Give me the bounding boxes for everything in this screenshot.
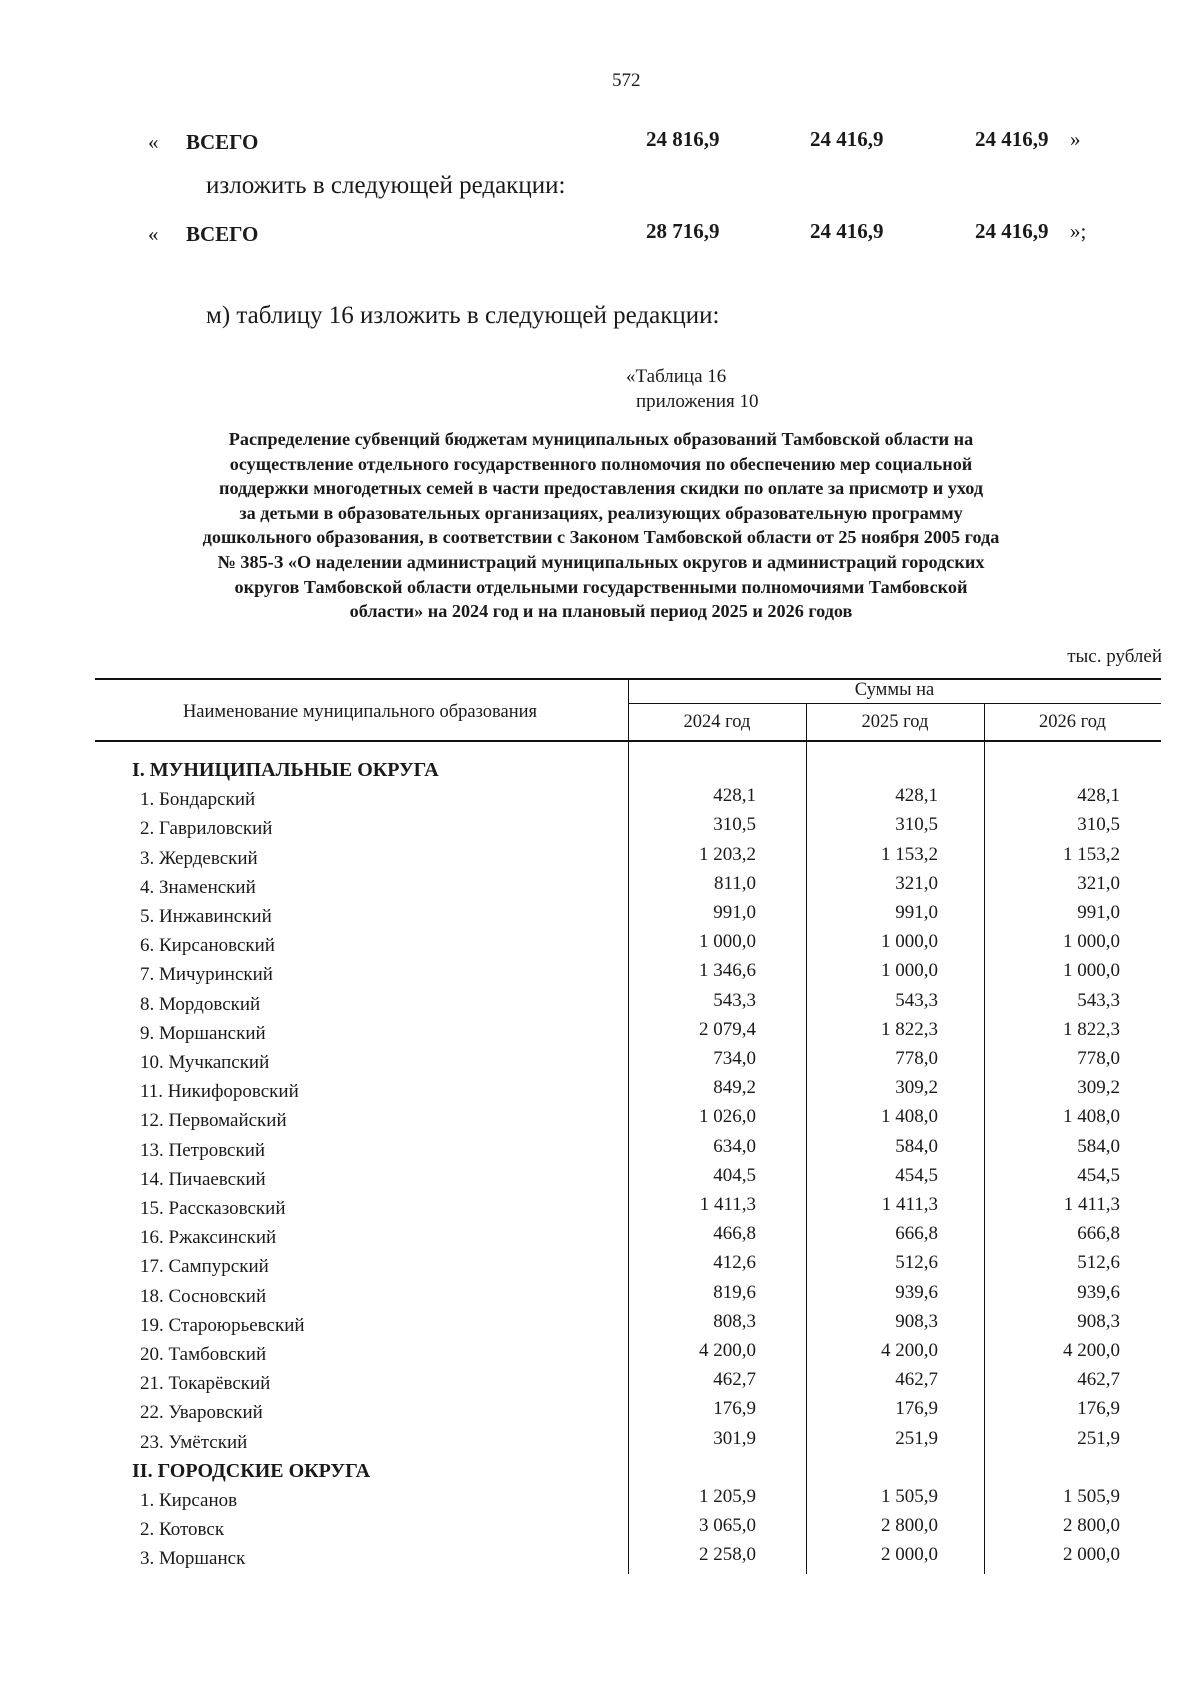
old-line-2025: 24 416,9 [810,127,884,151]
table-row-name: 6. Кирсановский [140,935,275,957]
table-cell-2026: 4 200,0 [1063,1340,1120,1361]
old-line-open-quote: « [148,130,159,154]
table-cell-2025: 1 153,2 [881,843,938,865]
table-row-name: 7. Мичуринский [140,964,273,986]
table-cell-2025: 462,7 [895,1369,938,1391]
table-cell-2024: 310,5 [713,814,756,836]
new-line-2026: 24 416,9 [975,219,1049,243]
table-cell-2026: 310,5 [1077,814,1120,836]
title-line: Распределение субвенций бюджетам муниципальных образований Тамбовской области на [228,429,974,449]
table-cell-2024: 462,7 [713,1369,756,1391]
table-cell-2025: 2 000,0 [881,1544,938,1566]
table-row-name: 17. Сампурский [140,1256,269,1278]
table-cell-2025: 908,3 [895,1310,938,1332]
table-cell-2024: 412,6 [713,1252,756,1274]
table-row-name: 23. Умётский [140,1431,248,1453]
table-cell-2025: 1 505,9 [881,1486,938,1507]
table-row-name: 5. Инжавинский [140,906,272,927]
table-cell-2026: 778,0 [1077,1048,1120,1069]
table-cell-2024: 1 205,9 [699,1486,756,1507]
table-row-name: 1. Бондарский [140,789,256,811]
table-row-name: 20. Тамбовский [140,1344,267,1365]
table-cell-2025: 512,6 [895,1252,938,1274]
table-cell-2026: 454,5 [1077,1164,1120,1186]
table-row-name: 18. Сосновский [140,1285,267,1307]
table-cell-2024: 1 203,2 [699,843,756,865]
table-row-name: 21. Токарёвский [140,1373,271,1395]
table-cell-2024: 1 026,0 [699,1106,756,1128]
header-sums: Суммы на [854,680,935,700]
table-cell-2026: 251,9 [1077,1427,1120,1449]
table-row-name: 19. Староюрьевский [140,1314,305,1336]
old-line-2026: 24 416,9 [975,127,1049,151]
table-row-name: 3. Жердевский [140,847,258,869]
table-cell-2026: 1 505,9 [1063,1486,1120,1507]
table-cell-2025: 428,1 [895,785,938,807]
table-row-name: 8. Мордовский [140,993,261,1015]
header-year-2026: 2026 год [1039,712,1106,732]
table-cell-2025: 666,8 [895,1223,938,1245]
table-cell-2024: 849,2 [713,1077,756,1099]
section-title: I. МУНИЦИПАЛЬНЫЕ ОКРУГА [132,759,439,781]
table-row-name: 15. Рассказовский [140,1198,286,1219]
table-cell-2025: 1 000,0 [881,960,938,982]
table-row-name: 22. Уваровский [140,1402,263,1424]
table-cell-2026: 1 000,0 [1063,931,1120,953]
title-line: дошкольного образования, в соответствии с Законом Тамбовской области от 25 ноября 2005 года [202,527,1000,548]
header-year-2025: 2025 год [861,712,929,732]
table-cell-2024: 808,3 [713,1310,756,1332]
table-cell-2026: 584,0 [1077,1135,1120,1157]
table-cell-2024: 991,0 [713,902,756,923]
table-sums-rule [628,703,1161,704]
table-cell-2024: 2 258,0 [699,1544,756,1566]
table-cell-2025: 778,0 [895,1048,938,1069]
table-row-name: 2. Котовск [140,1519,225,1541]
title-line: округов Тамбовской области отдельными государственными полномочиями Тамбовской [234,576,968,597]
table-row-name: 1. Кирсанов [140,1490,238,1511]
table-cell-2026: 1 822,3 [1063,1018,1120,1040]
table-cell-2025: 543,3 [895,989,938,1011]
table-cell-2024: 466,8 [713,1223,756,1245]
table-cell-2024: 543,3 [713,989,756,1011]
section-title: II. ГОРОДСКИЕ ОКРУГА [132,1459,371,1482]
table-row-name: 10. Мучкапский [140,1052,270,1073]
table-cell-2025: 584,0 [895,1135,938,1157]
table-cell-2026: 428,1 [1077,785,1120,807]
table-cell-2024: 176,9 [713,1398,756,1420]
table-cell-2024: 2 079,4 [699,1018,756,1040]
new-line-close-quote: »; [1070,219,1087,243]
table-row-name: 16. Ржаксинский [140,1227,277,1249]
table-cell-2026: 1 411,3 [1063,1194,1120,1215]
title-line: осуществление отдельного государственного полномочия по обеспечению мер социальной [229,453,973,474]
table-cell-2026: 1 408,0 [1063,1106,1120,1128]
old-line-close-quote: » [1070,127,1081,151]
title-line: за детьми в образовательных организациях, реализующих образовательную программу [239,502,963,523]
table-cell-2026: 1 000,0 [1063,960,1120,982]
table-cell-2026: 2 000,0 [1063,1544,1120,1566]
old-line-2024: 24 816,9 [646,127,720,151]
title-line: поддержки многодетных семей в части предоставления скидки по оплате за присмотр и уход [218,478,984,499]
table-title [118,427,1084,624]
page-number: 572 [612,70,641,91]
title-line: № 385-З «О наделении администраций муниципальных округов и администраций городских [217,551,985,572]
table-ref-line1: «Таблица 16 [626,366,727,387]
table-cell-2026: 543,3 [1077,989,1120,1011]
table-cell-2025: 321,0 [895,872,938,894]
table-cell-2026: 991,0 [1077,902,1120,923]
table-row-name: 13. Петровский [140,1139,266,1161]
table-row-name: 4. Знаменский [140,876,256,898]
table-cell-2025: 991,0 [895,902,938,923]
table-cell-2026: 2 800,0 [1063,1515,1120,1537]
table-cell-2025: 1 408,0 [881,1106,938,1128]
table-cell-2025: 176,9 [895,1398,938,1420]
table-cell-2026: 462,7 [1077,1369,1120,1391]
new-line-label: ВСЕГО [186,222,259,246]
table-cell-2024: 634,0 [713,1135,756,1157]
table-cell-2026: 666,8 [1077,1223,1120,1245]
table-cell-2024: 3 065,0 [699,1515,756,1537]
table-row-name: 14. Пичаевский [140,1168,266,1190]
table-cell-2025: 251,9 [895,1427,938,1449]
table-cell-2025: 309,2 [895,1077,938,1099]
table-cell-2025: 2 800,0 [881,1515,938,1537]
table-row-name: 2. Гавриловский [140,818,273,840]
table-cell-2024: 428,1 [713,785,756,807]
table-cell-2026: 939,6 [1077,1281,1120,1303]
table-cell-2025: 1 822,3 [881,1018,938,1040]
table-cell-2026: 908,3 [1077,1310,1120,1332]
table-cell-2025: 4 200,0 [881,1340,938,1361]
new-line-2024: 28 716,9 [646,219,720,243]
table-cell-2025: 454,5 [895,1164,938,1186]
table-cell-2024: 404,5 [713,1164,756,1186]
header-name: Наименование муниципального образования [182,702,538,722]
table-cell-2024: 4 200,0 [699,1340,756,1361]
table-cell-2026: 309,2 [1077,1077,1120,1099]
instruction-text: изложить в следующей редакции: [206,172,566,199]
table-cell-2025: 939,6 [895,1281,938,1303]
table-cell-2024: 811,0 [713,872,756,894]
table-cell-2024: 1 000,0 [699,931,756,953]
table-cell-2025: 1 411,3 [881,1194,938,1215]
units-label: тыс. рублей [1067,646,1162,667]
table-cell-2024: 301,9 [713,1427,756,1449]
table-cell-2026: 176,9 [1077,1398,1120,1420]
table-cell-2024: 1 411,3 [699,1194,756,1215]
table-row-name: 12. Первомайский [140,1110,287,1132]
new-line-open-quote: « [148,222,159,246]
table-cell-2026: 1 153,2 [1063,843,1120,865]
table-row-name: 11. Никифоровский [140,1081,299,1103]
header-year-2024: 2024 год [683,712,751,732]
table-row-name: 3. Моршанск [140,1548,246,1570]
new-line-2025: 24 416,9 [810,219,884,243]
table-cell-2026: 512,6 [1077,1252,1120,1274]
title-line: области» на 2024 год и на плановый период 2025 и 2026 годов [349,601,853,622]
table-cell-2024: 734,0 [713,1048,756,1069]
old-line-label: ВСЕГО [186,130,259,154]
table-cell-2025: 310,5 [895,814,938,836]
table-cell-2025: 1 000,0 [881,931,938,953]
table-row-name: 9. Моршанский [140,1022,266,1044]
table-cell-2024: 1 346,6 [699,960,756,982]
item-m-text: м) таблицу 16 изложить в следующей редакции: [206,302,720,329]
table-cell-2026: 321,0 [1077,872,1120,894]
table-cell-2024: 819,6 [713,1281,756,1303]
table-ref-line2: приложения 10 [636,391,759,412]
